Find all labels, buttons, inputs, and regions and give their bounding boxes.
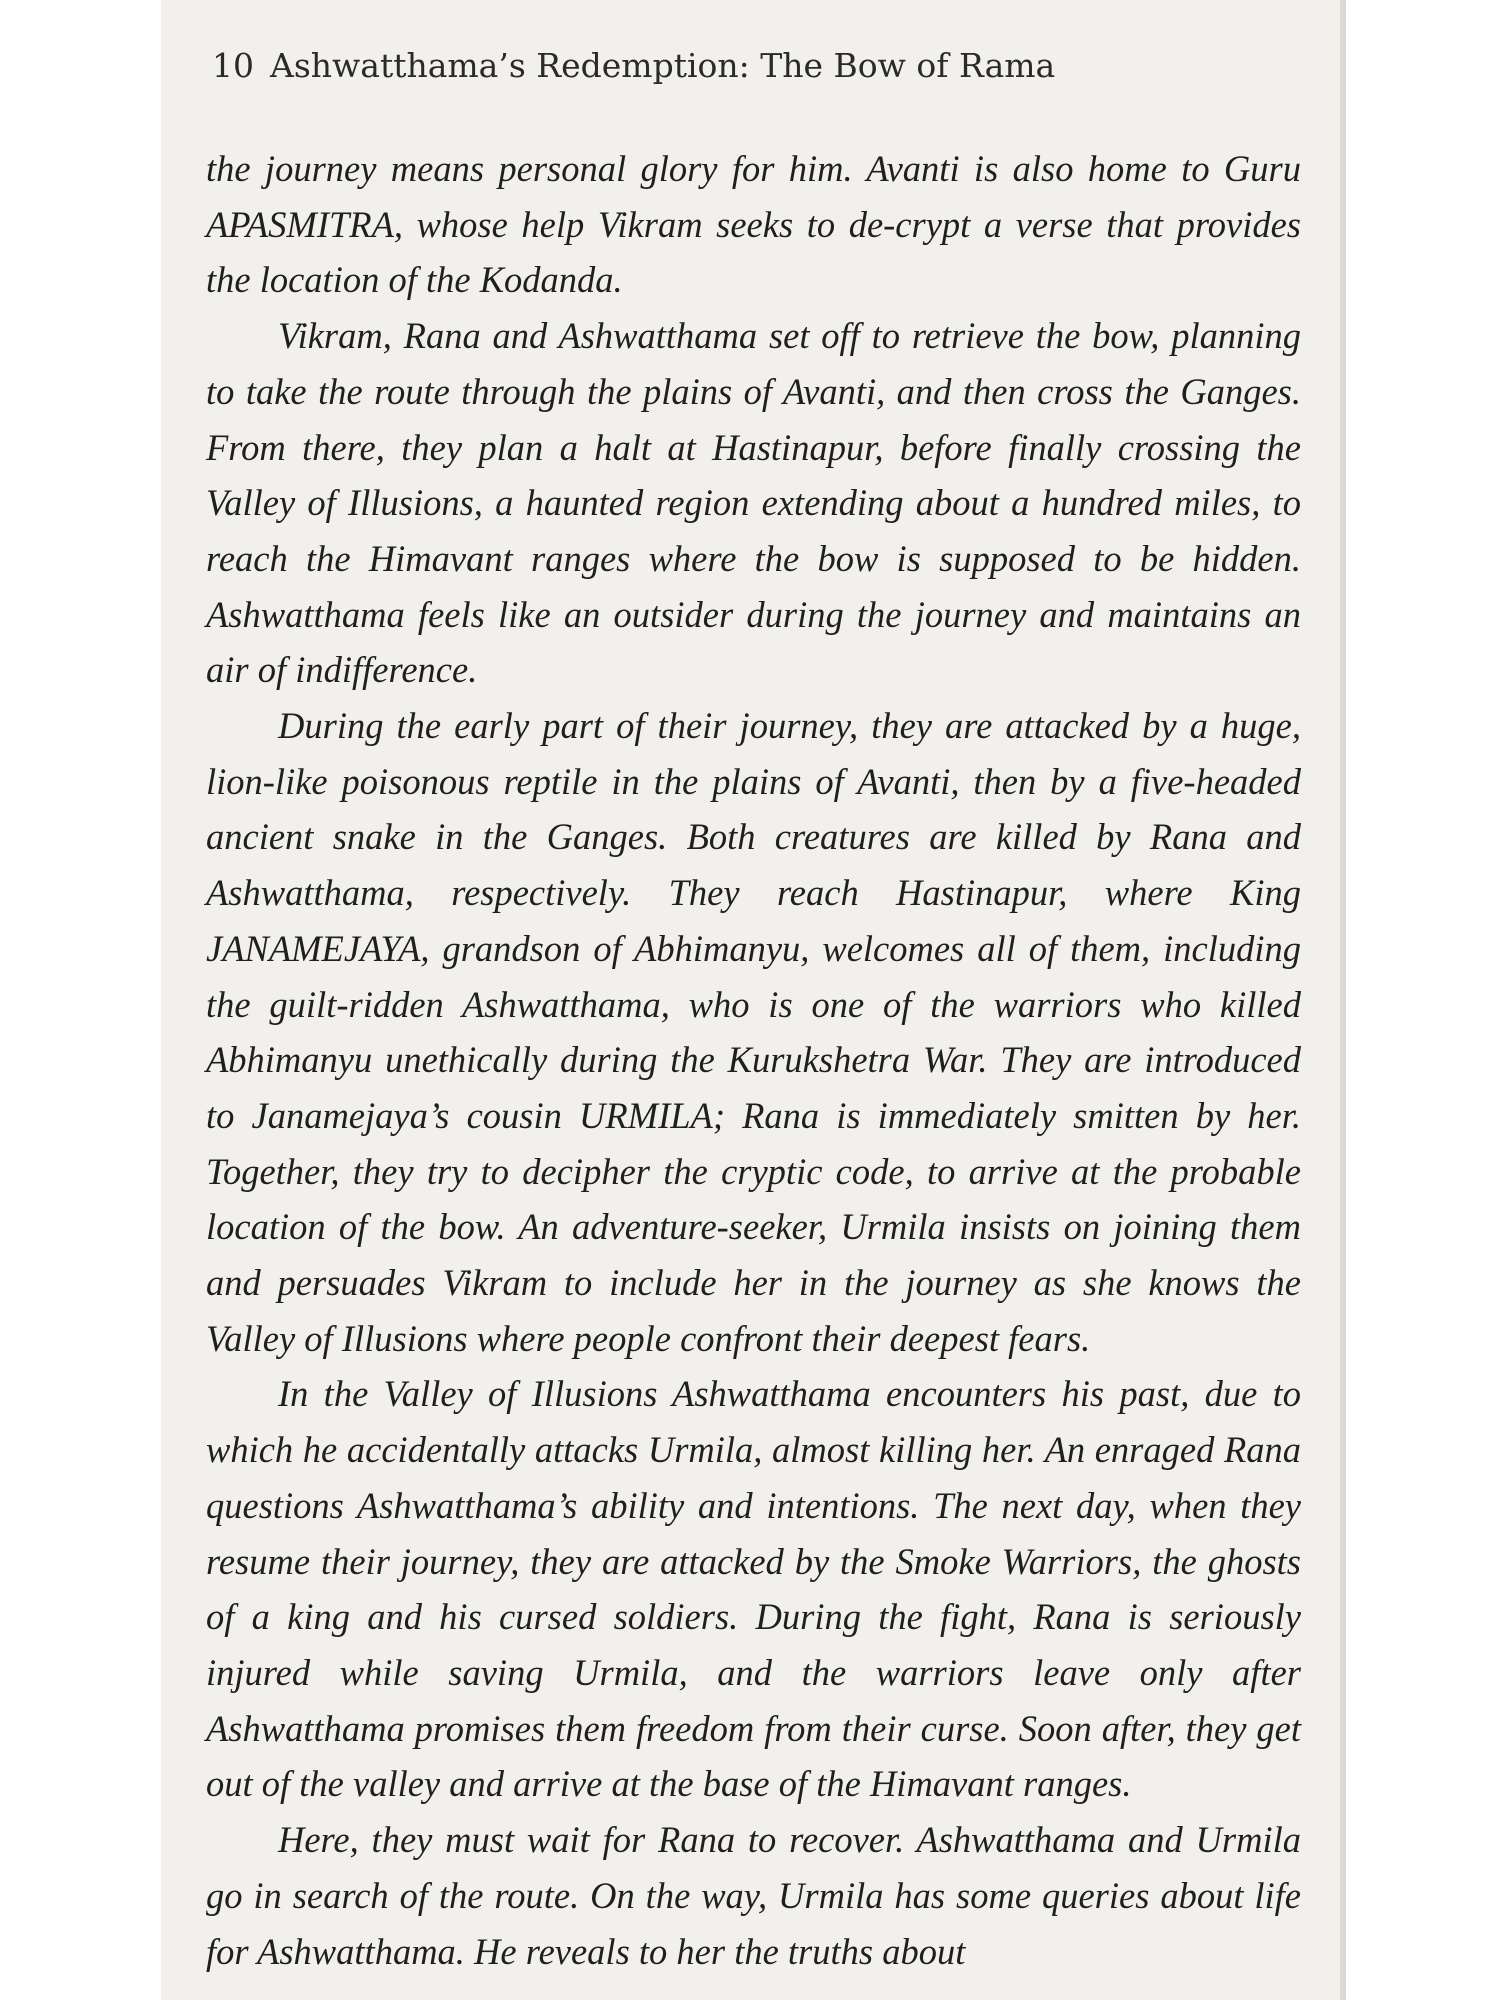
paragraph: Vikram, Rana and Ashwatthama set off to retrieve the bow, planning to take the route through the plains of Avanti, and then cross the Ganges. From there, they plan a halt at Hastinapur, before finally crossing the Valley of Illusions, a haunted region extending about a hundred miles, to reach the Himavant ranges where the bow is supposed to be hidden. Ashwatthama feels like an outsider during the journey and maintains an air of indifference. [206, 315, 1301, 691]
page-number: 10 [212, 46, 254, 85]
running-header [212, 46, 1055, 85]
paragraph: In the Valley of Illusions Ashwatthama encounters his past, due to which he accidentally attacks Urmila, almost killing her. An enraged Rana questions Ashwatthama’s ability and intentions. The next day, when they resume their journey, they are attacked by the Smoke Warriors, the ghosts of a king and his cursed soldiers. During the fight, Rana is seriously injured while saving Urmila, and the warriors leave only after Ashwatthama promises them freedom from their curse. Soon after, they get out of the valley and arrive at the base of the Himavant ranges. [206, 1373, 1301, 1805]
book-page [161, 0, 1346, 2000]
body-text [206, 141, 1301, 1979]
paragraph-continued: the journey means personal glory for him. Avanti is also home to Guru APASMITRA, whose help Vikram seeks to de-crypt a verse that provides the location of the Kodanda. [206, 148, 1301, 301]
paragraph: Here, they must wait for Rana to recover. Ashwatthama and Urmila go in search of the route. On the way, Urmila has some queries about life for Ashwatthama. He reveals to her the truths about [206, 1819, 1301, 1972]
running-title: Ashwatthama’s Redemption: The Bow of Rama [270, 46, 1056, 85]
paragraph: During the early part of their journey, they are attacked by a huge, lion-like poisonous reptile in the plains of Avanti, then by a five-headed ancient snake in the Ganges. Both creatures are killed by Rana and Ashwatthama, respectively. They reach Hastinapur, where King JANAMEJAYA, grandson of Abhimanyu, welcomes all of them, including the guilt-ridden Ashwatthama, who is one of the warriors who killed Abhimanyu unethically during the Kurukshetra War. They are introduced to Janamejaya’s cousin URMILA; Rana is immediately smitten by her. Together, they try to decipher the cryptic code, to arrive at the probable location of the bow. An adventure-seeker, Urmila insists on joining them and persuades Vikram to include her in the journey as she knows the Valley of Illusions where people confront their deepest fears. [206, 705, 1301, 1359]
page-edge-shadow [1340, 0, 1346, 2000]
